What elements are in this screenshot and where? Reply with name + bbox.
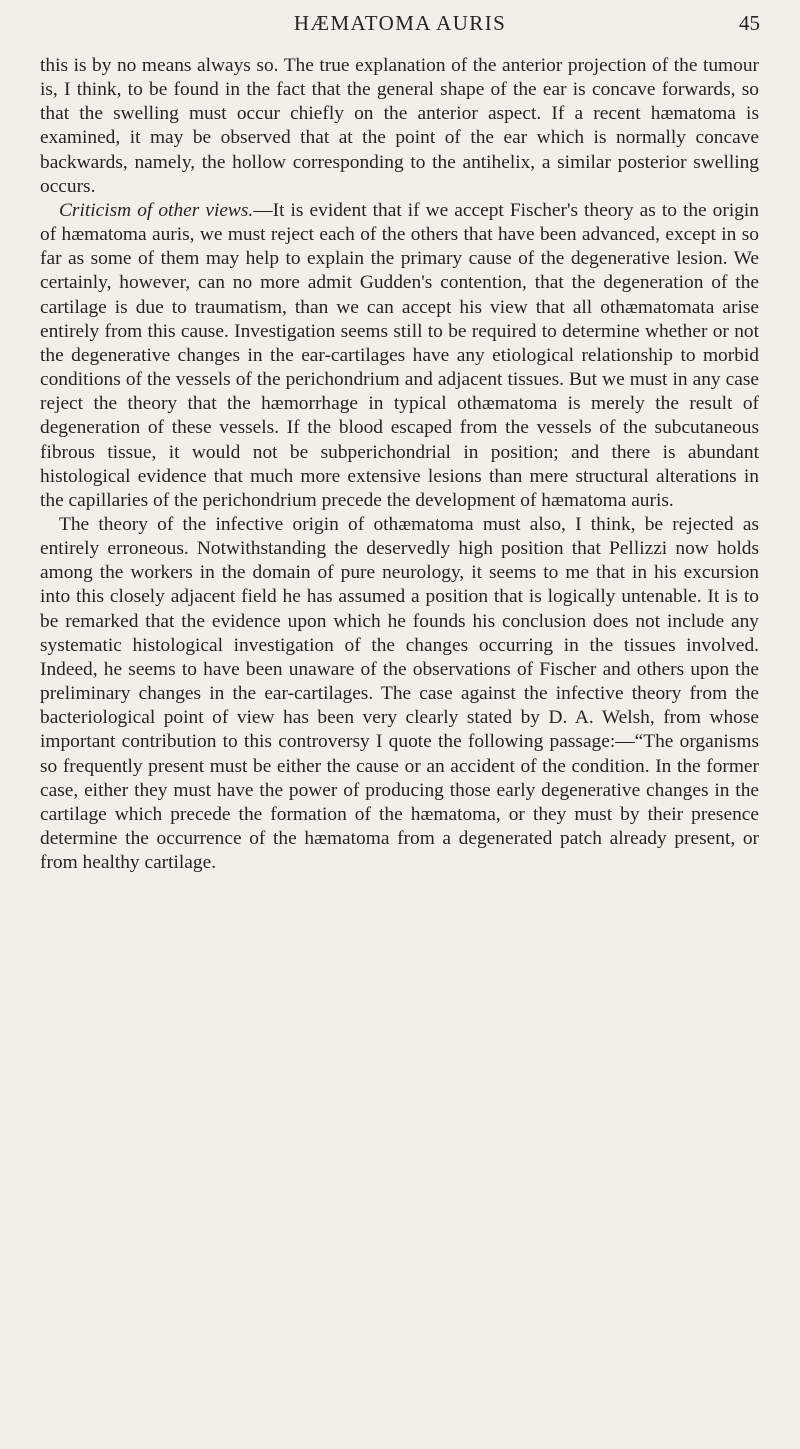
body-text: [40, 54, 759, 875]
running-title: HÆMATOMA AURIS: [293, 11, 507, 35]
section-lead-italic: Criticism of other views.: [59, 199, 254, 221]
page-number: 45: [739, 11, 760, 35]
paragraph-text: —It is evident that if we accept Fischer's theory as to the origin of hæmatoma auris, we must reject each of the others that have been advanced, except in so far as some of them may help to explain the primary cause of the degenerative lesion. We certainly, however, can no more admit Gudden's contention, that the degeneration of the cartilage is due to traumatism, than we can accept his view that all othæmatomata arise entirely from this cause. Investigation seems still to be required to determine whether or not the degenerative changes in the ear-cartilages have any etiological relationship to morbid conditions of the vessels of the perichondrium and adjacent tissues. But we must in any case reject the theory that the hæmorrhage in typical othæmatoma is merely the result of degeneration of these vessels. If the blood escaped from the vessels of the subcutaneous fibrous tissue, it would not be subperichondrial in position; and there is abundant histological evidence that much more extensive lesions than mere structural alterations in the capillaries of the perichondrium precede the development of hæmatoma auris.: [40, 199, 759, 511]
paragraph-text: The theory of the infective origin of othæmatoma must also, I think, be rejected as entirely erroneous. Notwithstanding the deservedly high position that Pellizzi now holds among the workers in the domain of pure neurology, it seems to me that in his excursion into this closely adjacent field he has assumed a position that is logically untenable. It is to be remarked that the evidence upon which he founds his conclusion does not include any systematic histological investigation of the changes occurring in the tissues involved. Indeed, he seems to have been unaware of the observations of Fischer and others upon the preliminary changes in the ear-cartilages. The case against the infective theory from the bacteriological point of view has been very clearly stated by D. A. Welsh, from whose important contribution to this controversy I quote the following passage:—“The organisms so frequently present must be either the cause or an accident of the condition. In the former case, either they must have the power of producing those early degenerative changes in the cartilage which precede the formation of the hæmatoma, or they must by their presence determine the occurrence of the hæmatoma from a degenerated patch already present, or from healthy cartilage.: [40, 513, 759, 874]
paragraph-text: this is by no means always so. The true explanation of the anterior projection of the tumour is, I think, to be found in the fact that the general shape of the ear is concave forwards, so that the swelling must occur chiefly on the anterior aspect. If a recent hæmatoma is examined, it may be observed that at the point of the ear which is normally concave backwards, namely, the hollow corresponding to the antihelix, a similar posterior swelling occurs.: [40, 55, 759, 197]
paragraph-infective-theory: [40, 513, 759, 875]
paragraph-explanation: [40, 54, 759, 199]
running-head: [40, 8, 760, 38]
paragraph-criticism: [40, 199, 759, 513]
